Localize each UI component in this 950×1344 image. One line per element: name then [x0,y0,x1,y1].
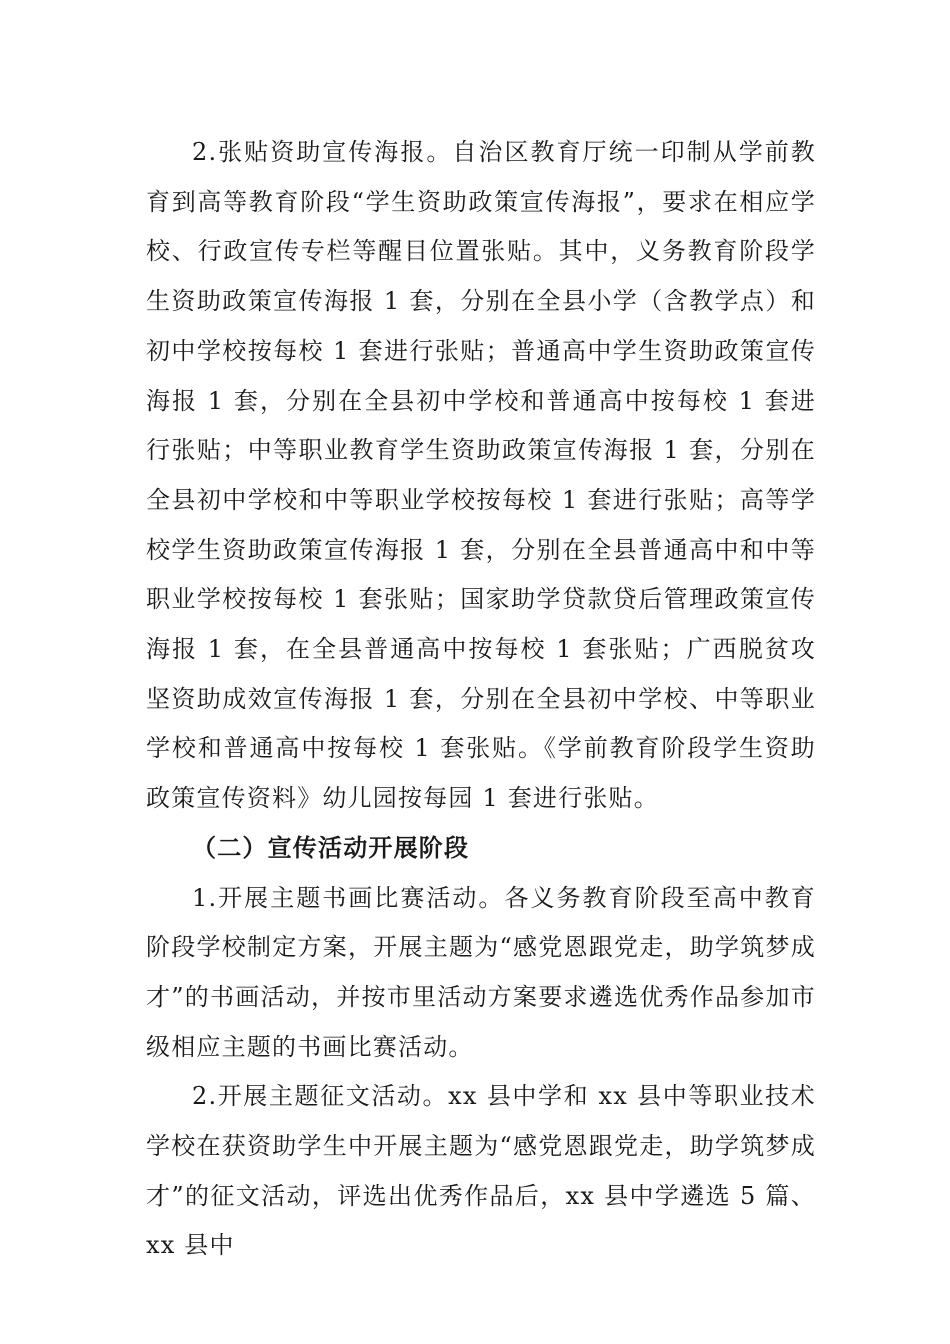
section-heading-activity-stage: （二）宣传活动开展阶段 [192,833,470,862]
document-body [146,128,816,1271]
paragraph-calligraphy-contest: 1.开展主题书画比赛活动。各义务教育阶段至高中教育阶段学校制定方案，开展主题为“感党恩跟党走，助学筑梦成才”的书画活动，并按市里活动方案要求遴选优秀作品参加市级相应主题的书画比赛活动。 [146,883,816,1061]
paragraph-poster-posting: 2.张贴资助宣传海报。自治区教育厅统一印制从学前教育到高等教育阶段“学生资助政策宣传海报”，要求在相应学校、行政宣传专栏等醒目位置张贴。其中，义务教育阶段学生资助政策宣传海报 1 套，分别在全县小学（含教学点）和初中学校按每校 1 套进行张贴；普通高中学生资助政策宣传海报 1 套，分别在全县初中学校和普通高中按每校 1 套进行张贴；中等职业教育学生资助政策宣传海报 1 套，分别在全县初中学校和中等职业学校按每校 1 套进行张贴；高等学校学生资助政策宣传海报 1 套，分别在全县普通高中和中等职业学校按每校 1 套张贴；国家助学贷款贷后管理政策宣传海报 1 套，在全县普通高中按每校 1 套张贴；广西脱贫攻坚资助成效宣传海报 1 套，分别在全县初中学校、中等职业学校和普通高中按每校 1 套张贴。《学前教育阶段学生资助政策宣传资料》幼儿园按每园 1 套进行张贴。 [146,138,816,813]
paragraph-essay-contest: 2.开展主题征文活动。xx 县中学和 xx 县中等职业技术学校在获资助学生中开展主题为“感党恩跟党走，助学筑梦成才”的征文活动，评选出优秀作品后，xx 县中学遴选 5 篇、xx 县中 [146,1082,816,1260]
